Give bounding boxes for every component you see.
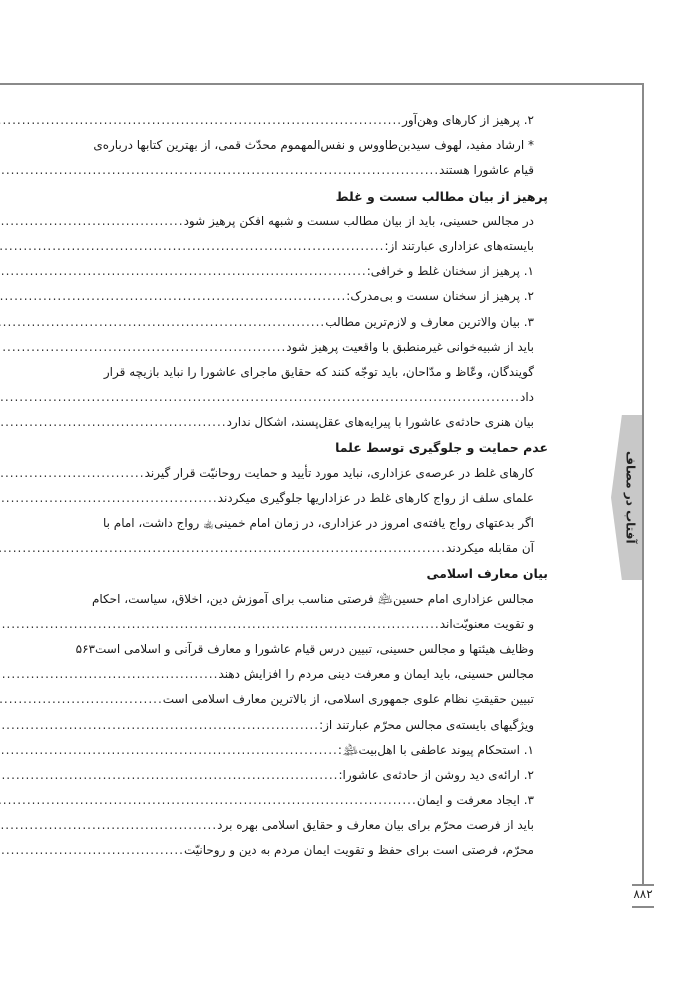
index-entry xyxy=(103,360,548,385)
leader-dots xyxy=(0,335,286,360)
leader-dots xyxy=(0,738,338,763)
leader-dots xyxy=(0,662,218,687)
section-heading xyxy=(103,561,548,586)
entry-text: ۲. ارائه‌ی دید روشن از حادثه‌ی عاشورا: xyxy=(338,767,534,782)
index-entry xyxy=(103,335,548,360)
index-entry xyxy=(103,410,548,435)
index-entry xyxy=(103,259,548,284)
index-entry xyxy=(103,511,548,536)
leader-dots xyxy=(0,612,440,637)
index-entry xyxy=(103,536,548,561)
entry-text: ۲. پرهیز از کارهای وهن‌آور xyxy=(402,113,534,127)
leader-dots xyxy=(0,788,417,813)
index-entry xyxy=(103,813,548,838)
leader-dots xyxy=(0,838,184,863)
entry-page-number: ۵۶۳ xyxy=(75,641,95,656)
leader-dots xyxy=(0,536,446,561)
side-rule xyxy=(642,83,644,884)
leader-dots xyxy=(0,461,145,486)
leader-dots xyxy=(0,259,367,284)
entry-text: باید از شبیه‌خوانی غیرمنطبق با واقعیت پرهیز شود xyxy=(286,339,534,354)
index-entry xyxy=(103,108,548,133)
top-rule xyxy=(0,83,644,85)
entry-text: بیان هنری حادثه‌ی عاشورا با پیرایه‌های عقل‌پسند، اشکال ندارد xyxy=(226,415,534,430)
index-entry xyxy=(103,763,548,788)
leader-dots xyxy=(0,385,520,410)
page-number-bottom-rule xyxy=(632,906,654,908)
entry-text: * ارشاد مفید، لهوف سیدبن‌طاووس و نفس‌المهموم محدّث قمی، از بهترین کتابها درباره‌ی xyxy=(93,138,534,153)
entry-text: ۱. پرهیز از سخنان غلط و خرافی: xyxy=(366,264,534,279)
index-entry xyxy=(103,209,548,234)
index-entry xyxy=(103,612,548,637)
side-tab-label-box xyxy=(611,415,642,580)
entry-text: داد xyxy=(519,390,534,405)
page-number-top-rule xyxy=(632,884,654,886)
entry-text: ۳. بیان والاترین معارف و لازم‌ترین مطالب xyxy=(325,314,534,329)
index-entry xyxy=(103,662,548,687)
entry-text: ویژگیهای بایسته‌ی مجالس محرّم عبارتند از: xyxy=(319,717,534,732)
index-entry xyxy=(103,385,548,410)
section-heading-text: پرهیز از بیان مطالب سست و غلط xyxy=(335,188,548,204)
index-entry xyxy=(103,310,548,335)
index-entry xyxy=(91,587,548,612)
entry-text: اگر بدعتهای رواج یافته‌ی امروز در عزاداری، در زمان امام خمینی﵀ رواج داشت، امام با xyxy=(102,516,534,530)
leader-dots xyxy=(0,310,325,335)
leader-dots xyxy=(0,486,218,511)
leader-dots xyxy=(0,108,402,133)
section-heading xyxy=(103,184,548,209)
section-heading-text: بیان معارف اسلامی xyxy=(426,566,548,582)
index-list xyxy=(75,108,548,864)
index-entry xyxy=(103,284,548,309)
entry-text: باید از فرصت محرّم برای بیان معارف و حقایق اسلامی بهره برد xyxy=(217,818,534,833)
index-entry xyxy=(103,687,548,712)
section-heading-text: عدم حمایت و جلوگیری توسط علما xyxy=(335,440,548,456)
leader-dots xyxy=(0,284,346,309)
section-heading xyxy=(103,435,548,460)
entry-text: گویندگان، وعّاظ و مدّاحان، باید توجّه کنند که حقایق ماجرای عاشورا را نباید بازیچه قرار xyxy=(103,364,534,379)
entry-text: کارهای غلط در عرصه‌ی عزاداری، نباید مورد تأیید و حمایت روحانیّت قرار گیرند xyxy=(144,465,534,480)
index-entry xyxy=(103,788,548,813)
index-entry xyxy=(103,158,548,183)
index-entry xyxy=(103,838,548,863)
leader-dots xyxy=(0,158,439,183)
index-entry xyxy=(103,713,548,738)
leader-dots xyxy=(0,713,319,738)
index-entry xyxy=(103,234,548,259)
leader-dots xyxy=(0,234,384,259)
entry-text: بایسته‌های عزاداری عبارتند از: xyxy=(384,238,534,253)
entry-text: ۲. پرهیز از سخنان سست و بی‌مدرک: xyxy=(346,289,534,304)
page-number: ۸۸۲ xyxy=(633,887,653,901)
entry-text: قیام عاشورا هستند xyxy=(439,163,534,178)
index-entry xyxy=(103,738,548,763)
entry-text: در مجالس حسینی، باید از بیان مطالب سست و شبهه افکن پرهیز شود xyxy=(183,213,534,228)
entry-text: مجالس عزاداری امام حسین﵇ فرصتی مناسب برای آموزش دین، اخلاق، سیاست، احکام xyxy=(91,591,534,606)
entry-text: وظایف هیئتها و مجالس حسینی، تبیین درس قیام عاشورا و معارف قرآنی و اسلامی است xyxy=(94,641,534,656)
leader-dots xyxy=(0,763,339,788)
index-entry xyxy=(103,461,548,486)
side-tab-label: آفتاب در مصاف xyxy=(623,451,638,544)
entry-text: محرّم، فرصتی است برای حفظ و تقویت ایمان مردم به دین و روحانیّت xyxy=(183,843,534,858)
leader-dots xyxy=(0,813,217,838)
entry-text: تبیین حقیقتِ نظام علوی جمهوری اسلامی، از بالاترین معارف اسلامی است xyxy=(162,692,534,707)
leader-dots xyxy=(0,410,227,435)
entry-text: علمای سلف از رواج کارهای غلط در عزاداریها جلوگیری میکردند xyxy=(217,490,534,505)
entry-text: ۳. ایجاد معرفت و ایمان xyxy=(416,793,534,808)
entry-text: آن مقابله میکردند xyxy=(446,541,534,556)
leader-dots xyxy=(0,209,184,234)
entry-text: و تقویت معنویّت‌اند xyxy=(439,616,534,631)
leader-dots xyxy=(0,687,163,712)
index-entry xyxy=(75,637,548,662)
entry-text: مجالس حسینی، باید ایمان و معرفت دینی مردم را افزایش دهند xyxy=(218,667,534,682)
index-entry xyxy=(103,486,548,511)
entry-text: ۱. استحکام پیوند عاطفی با اهل‌بیت﵈: xyxy=(337,742,534,757)
index-entry xyxy=(93,133,548,158)
